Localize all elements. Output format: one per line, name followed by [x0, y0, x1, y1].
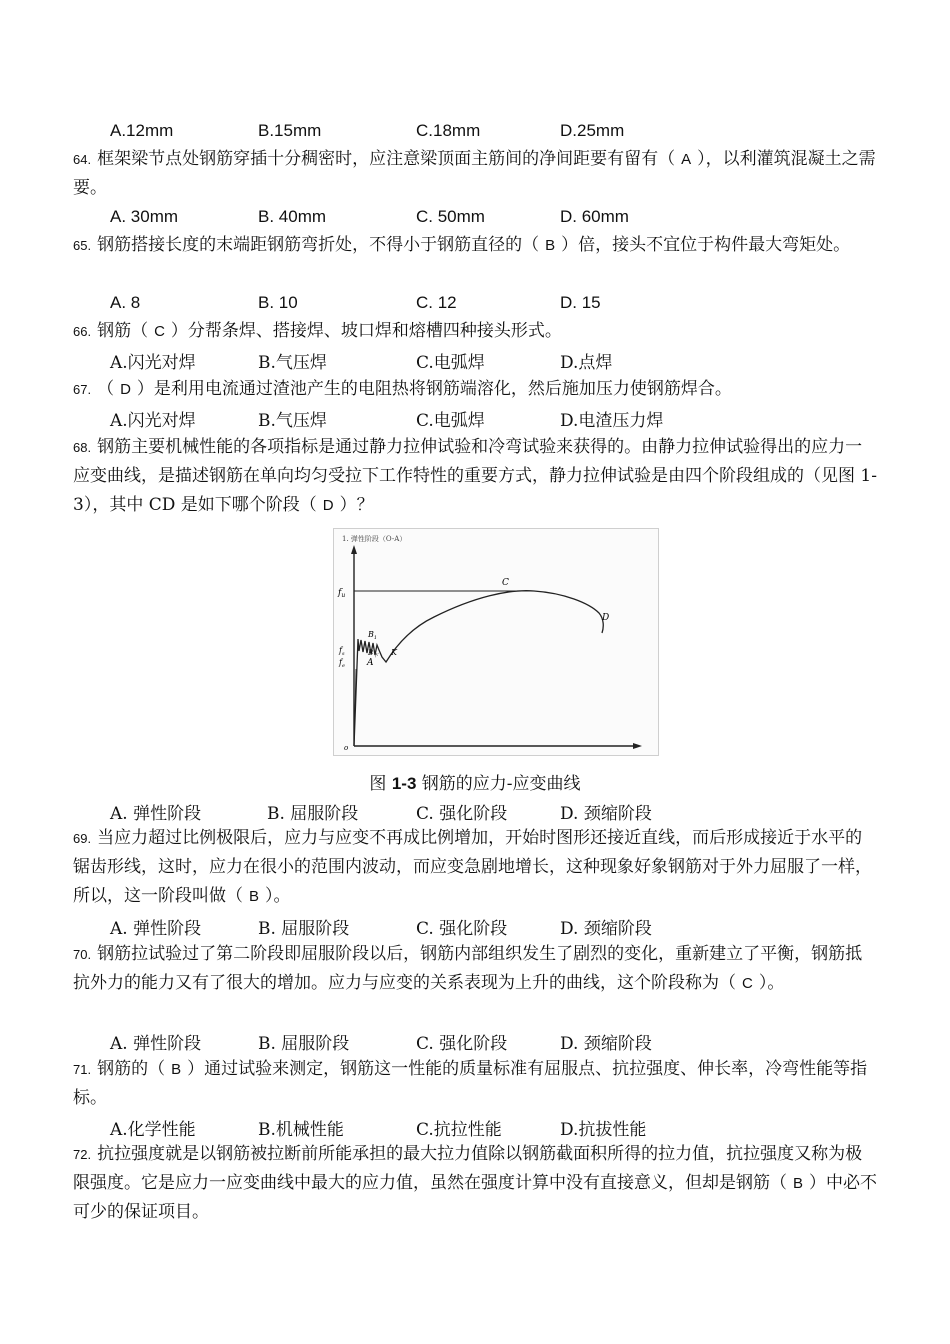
question-text-end: ）通过试验来测定，钢筋这一性能的质量标准有屈服点、抗拉强度、伸长率，冷弯性能等指标。 [73, 1059, 868, 1108]
q65-option-b: B. 10 [258, 293, 298, 312]
q66-option-d: D.点焊 [560, 353, 613, 373]
q71-option-a: A.化学性能 [110, 1120, 196, 1140]
q64-option-c: C. 50mm [416, 207, 485, 226]
question-number: 72. [73, 1147, 92, 1162]
point-a-label: A [367, 658, 374, 668]
question-text: 钢筋拉试验过了第二阶段即屈服阶段以后，钢筋内部组织发生了剧烈的变化，重新建立了平衡，钢筋抵抗外力的能力又有了很大的增加。应力与应变的关系表现为上升的曲线，这个阶段称为（ [73, 944, 863, 993]
question-number: 67. [73, 382, 92, 397]
figure-caption [0, 769, 950, 794]
point-b2-label: $B_下$ [368, 649, 379, 659]
question-text: 钢筋主要机械性能的各项指标是通过静力拉伸试验和冷弯试验来获得的。由静力拉伸试验得出的应力一应变曲线，是描述钢筋在单向均匀受拉下工作特性的重要方式，静力拉伸试验是由四个阶段组成的（见图 1-3），其中 CD 是如下哪个阶段（ [73, 437, 877, 515]
question-number: 64. [73, 152, 92, 167]
fs-label: $f_s$ [339, 646, 345, 657]
question-65 [73, 231, 879, 260]
q64-option-b: B. 40mm [258, 207, 327, 226]
x-axis-arrow [633, 743, 642, 749]
q69-options [0, 914, 950, 942]
q70-option-c: C. 强化阶段 [416, 1034, 508, 1054]
q67-option-a: A.闪光对焊 [110, 411, 196, 431]
answer-letter: B [249, 888, 260, 905]
q63-option-b: B.15mm [258, 121, 322, 140]
answer-letter: B [171, 1061, 182, 1078]
figure-header: 1. 弹性阶段（O-A） [342, 535, 407, 543]
question-text-end: ）。 [758, 973, 785, 993]
question-64 [73, 145, 879, 203]
q67-option-c: C.电弧焊 [416, 411, 485, 431]
q67-option-d: D.电渣压力焊 [560, 411, 664, 431]
point-d-label: D [602, 613, 610, 623]
origin-label: o [344, 744, 349, 752]
q65-option-c: C. 12 [416, 293, 457, 312]
question-text: 抗拉强度就是以钢筋被拉断前所能承担的最大拉力值除以钢筋截面积所得的拉力值，抗拉强度又称为极限强度。它是应力一应变曲线中最大的应力值，虽然在强度计算中没有直接意义，但却是钢筋（ [73, 1144, 863, 1193]
answer-letter: C [742, 975, 753, 992]
q63-option-c: C.18mm [416, 121, 481, 140]
q68-option-d: D. 颈缩阶段 [560, 804, 652, 824]
q66-option-b: B.气压焊 [258, 353, 327, 373]
point-c-label: C [502, 578, 509, 588]
q63-option-d: D.25mm [560, 121, 625, 140]
q69-option-c: C. 强化阶段 [416, 919, 508, 939]
question-text-end: ）是利用电流通过渣池产生的电阻热将钢筋端溶化，然后施加压力使钢筋焊合。 [136, 379, 732, 399]
caption-figure-number: 1-3 [391, 774, 417, 793]
question-67 [73, 375, 879, 404]
answer-letter: D [322, 497, 334, 514]
question-text-end: ）中必不可少的保证项目。 [73, 1173, 878, 1222]
question-text: 钢筋（ [97, 321, 149, 341]
q64-option-a: A. 30mm [110, 207, 179, 226]
q69-option-b: B. 屈服阶段 [258, 919, 350, 939]
q68-option-a: A. 弹性阶段 [110, 804, 202, 824]
question-text: 框架梁节点处钢筋穿插十分稠密时，应注意梁顶面主筋间的净间距要有留有（ [97, 149, 676, 169]
caption-text: 钢筋的应力-应变曲线 [416, 774, 581, 794]
q67-options [0, 406, 950, 434]
q65-option-d: D. 15 [560, 293, 601, 312]
question-text-end: ）？ [339, 495, 374, 515]
question-71 [73, 1055, 879, 1113]
q70-option-b: B. 屈服阶段 [258, 1034, 350, 1054]
q66-option-a: A.闪光对焊 [110, 353, 196, 373]
q70-options [0, 1029, 950, 1057]
point-k-label: K [391, 648, 397, 657]
question-number: 66. [73, 324, 92, 339]
caption-prefix: 图 [369, 774, 392, 794]
question-72 [73, 1140, 879, 1227]
q64-option-d: D. 60mm [560, 207, 629, 226]
answer-letter: D [120, 381, 131, 398]
stress-strain-curve [354, 591, 603, 746]
question-text-end: ）分帮条焊、搭接焊、坡口焊和熔槽四种接头形式。 [170, 321, 562, 341]
q63-option-a: A.12mm [110, 121, 174, 140]
fu-label: $f_u$ [338, 588, 346, 599]
q71-option-d: D.抗拔性能 [560, 1120, 647, 1140]
q70-option-d: D. 颈缩阶段 [560, 1034, 652, 1054]
question-text: 当应力超过比例极限后，应力与应变不再成比例增加，开始时图形还接近直线，而后形成接近于水平的锯齿形线，这时，应力在很小的范围内波动，而应变急剧地增长，这种现象好象钢筋对于外力屈服了一样，所以，这一阶段叫做（ [73, 828, 872, 906]
question-text: 钢筋搭接长度的末端距钢筋弯折处，不得小于钢筋直径的（ [97, 235, 540, 255]
y-axis-arrow [351, 545, 357, 554]
question-text-end: ）倍，接头不宜位于构件最大弯矩处。 [561, 235, 851, 255]
answer-letter: C [154, 323, 165, 340]
stress-strain-figure [333, 528, 659, 756]
q71-option-c: C.抗拉性能 [416, 1120, 502, 1140]
question-number: 65. [73, 238, 92, 253]
point-b1-label: $B_1$ [368, 630, 378, 641]
answer-letter: B [793, 1175, 804, 1192]
question-number: 69. [73, 831, 92, 846]
question-number: 68. [73, 440, 92, 455]
question-text: （ [97, 379, 115, 399]
question-text-end: ）。 [265, 886, 291, 906]
question-69 [73, 824, 879, 911]
question-text: 钢筋的（ [97, 1059, 166, 1079]
question-number: 70. [73, 947, 92, 962]
q68-options [0, 799, 950, 827]
q66-option-c: C.电弧焊 [416, 353, 485, 373]
question-number: 71. [73, 1062, 92, 1077]
fe-label: $f_e$ [339, 658, 345, 669]
q70-option-a: A. 弹性阶段 [110, 1034, 202, 1054]
q71-options [0, 1115, 950, 1143]
q67-option-b: B.气压焊 [258, 411, 327, 431]
q65-option-a: A. 8 [110, 293, 141, 312]
answer-letter: B [545, 237, 556, 254]
q69-option-a: A. 弹性阶段 [110, 919, 202, 939]
q66-options [0, 348, 950, 376]
q68-option-c: C. 强化阶段 [416, 804, 508, 824]
answer-letter: A [681, 151, 692, 168]
question-66 [73, 317, 879, 346]
q71-option-b: B.机械性能 [258, 1120, 344, 1140]
stress-strain-diagram [334, 529, 658, 755]
question-text-end: ），以利灌筑混凝土之需要。 [73, 149, 876, 198]
question-68 [73, 433, 879, 520]
q68-option-b: B. 屈服阶段 [267, 804, 359, 824]
q69-option-d: D. 颈缩阶段 [560, 919, 652, 939]
question-70 [73, 940, 879, 998]
